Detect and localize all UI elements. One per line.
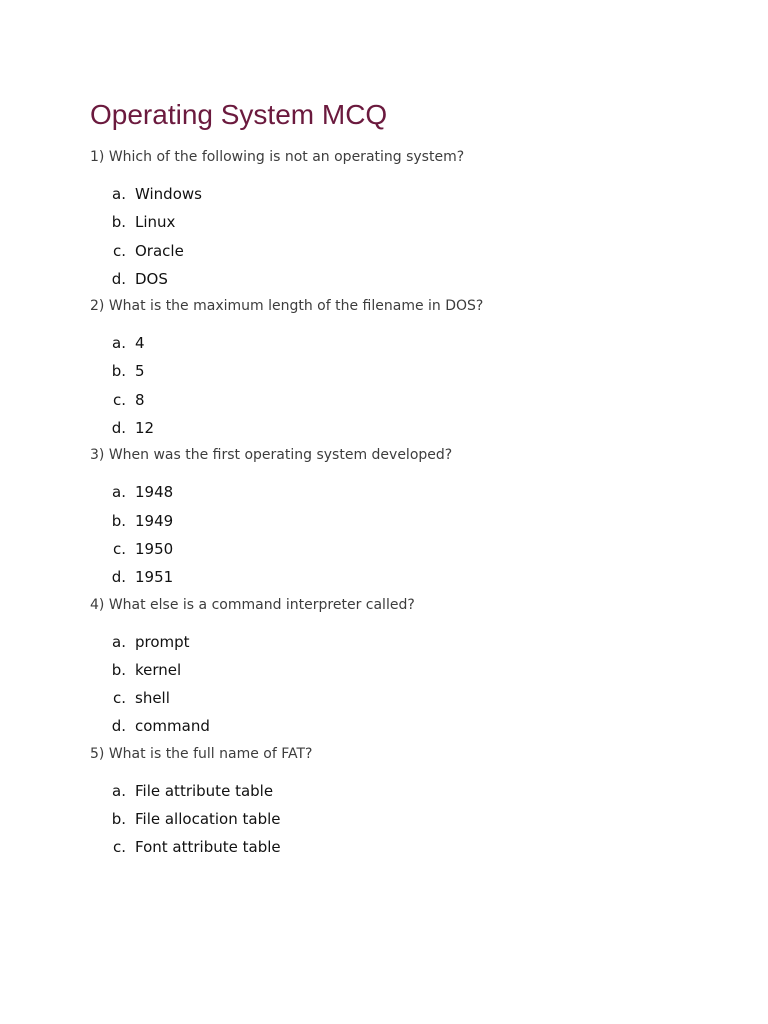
option-letter: a. [112, 781, 126, 800]
option-letter: d. [111, 269, 126, 288]
option-item [90, 361, 730, 389]
option-letter: b. [111, 511, 126, 530]
option-text: 1948 [135, 483, 174, 502]
option-item [90, 333, 730, 361]
option-item [90, 212, 730, 240]
option-item [90, 567, 730, 595]
option-item [90, 511, 730, 539]
option-text: 1950 [135, 539, 174, 558]
document-page [90, 96, 730, 866]
option-letter: b. [111, 362, 126, 381]
question-block-5 [90, 744, 730, 866]
option-item [90, 781, 730, 809]
option-text: File attribute table [135, 781, 274, 800]
option-list [90, 632, 730, 745]
option-item [90, 632, 730, 660]
option-letter: c. [112, 390, 126, 409]
option-letter: a. [112, 334, 126, 353]
option-letter: d. [111, 717, 126, 736]
option-text: shell [135, 689, 170, 708]
option-letter: a. [112, 483, 126, 502]
option-text: 12 [135, 419, 155, 438]
question-text: 3) When was the first operating system developed? [90, 447, 453, 464]
option-list [90, 184, 730, 297]
option-item [90, 269, 730, 297]
question-text: 2) What is the maximum length of the filename in DOS? [90, 298, 484, 315]
question-text: 1) Which of the following is not an operating system? [90, 149, 465, 165]
option-item [90, 418, 730, 446]
question-block-4 [90, 595, 730, 745]
option-letter: c. [112, 838, 126, 857]
option-text: Oracle [135, 241, 184, 260]
option-text: kernel [135, 660, 182, 679]
option-letter: b. [111, 213, 126, 232]
option-letter: c. [112, 539, 126, 558]
page-title: Operating System MCQ [90, 99, 388, 130]
option-letter: b. [111, 810, 126, 829]
option-letter: a. [112, 185, 126, 203]
option-item [90, 809, 730, 837]
option-text: File allocation table [135, 810, 281, 829]
option-letter: a. [112, 632, 126, 651]
option-text: prompt [135, 632, 190, 651]
option-item [90, 539, 730, 567]
option-letter: c. [112, 241, 126, 260]
option-list [90, 781, 730, 866]
option-item [90, 660, 730, 688]
option-item [90, 688, 730, 716]
option-text: 8 [135, 390, 145, 409]
option-letter: d. [111, 419, 126, 438]
option-text: 1949 [135, 511, 174, 530]
option-text: 1951 [135, 568, 174, 587]
question-block-2 [90, 296, 730, 446]
option-item [90, 837, 730, 865]
option-letter: c. [112, 689, 126, 708]
option-text: DOS [135, 269, 168, 288]
option-text: 4 [135, 334, 145, 353]
option-text: Windows [135, 185, 202, 203]
question-text: 5) What is the full name of FAT? [90, 745, 313, 762]
option-item [90, 241, 730, 269]
option-text: Font attribute table [135, 838, 281, 857]
option-letter: b. [111, 660, 126, 679]
question-block-3 [90, 445, 730, 595]
option-item [90, 716, 730, 744]
option-text: command [135, 717, 210, 736]
option-text: 5 [135, 362, 145, 381]
option-item [90, 390, 730, 418]
question-text: 4) What else is a command interpreter called? [90, 596, 415, 613]
option-letter: d. [111, 568, 126, 587]
option-text: Linux [135, 213, 176, 232]
option-list [90, 482, 730, 595]
option-item [90, 482, 730, 510]
option-item [90, 184, 730, 212]
option-list [90, 333, 730, 446]
question-block-1 [90, 147, 730, 297]
